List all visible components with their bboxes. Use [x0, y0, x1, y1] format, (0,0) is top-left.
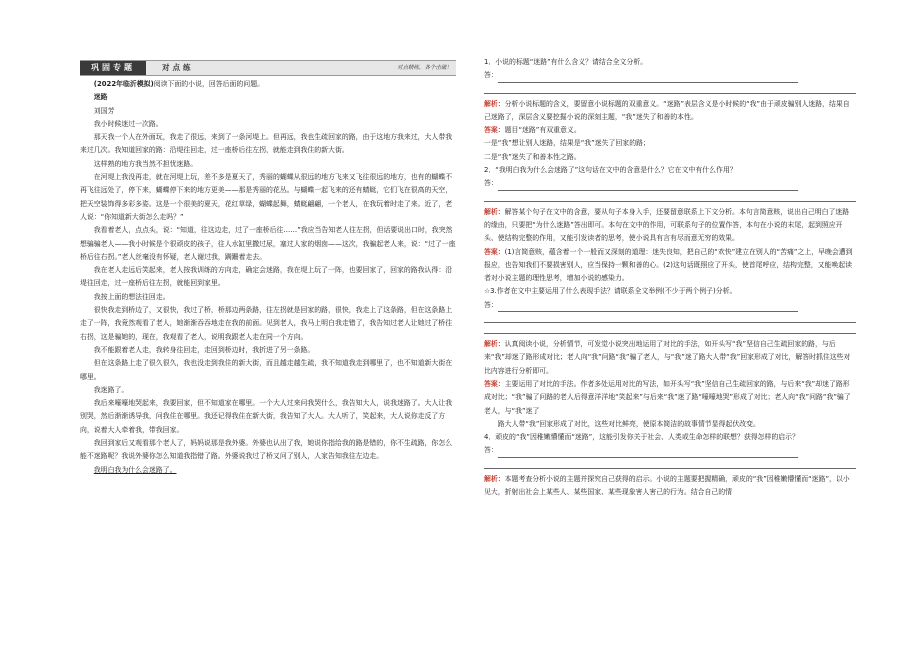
q1-answer-line: 一是“我”想让别人迷路，结果是“我”迷失了回家的路；	[484, 139, 650, 148]
answer-line-blank	[484, 323, 856, 334]
question-2: 2．“我明白我为什么会迷路了”这句话在文中的含意是什么？它在文中有什么作用？	[484, 166, 737, 175]
question-1: 1．小说的标题“迷路”有什么含义？请结合全文分析。	[484, 58, 648, 66]
left-column	[80, 78, 456, 477]
story-author: 刘国芳	[93, 106, 115, 115]
answer-line-blank	[484, 312, 856, 323]
q2-analysis: 解析：解答某个句子在文中的含意，要从句子本身入手，还要留意联系上下文分析。本句言简意赅，说出自己明白了迷路的缘由，只要把“为什么迷路”答出即可。本句在文中的作用，可联系句子的位置作答，本句在小说的末尾，起到照应开头、使结构完整的作用，又能引发读者的思考，使小说具有言有尽而意无穷的效果。	[484, 207, 850, 243]
story-paragraph: 我看着老人，点点头，说：“知道，往这边走，过了一座桥后往……”我应当告知老人往左拐，但话要说出口时，我突然想骗骗老人——我小时候是个很顽皮的孩子，往人水缸里撒过尿，塞过人家的烟囱——这次，我骗起老人来，说：“过了一座桥后往右拐。”老人丝毫没有怀疑，老人谢过我，蹒跚着走去。	[80, 226, 456, 261]
story-paragraph: 我在老人走远后笑起来，老人按我训练的方向走，确定会迷路，我在堤上玩了一阵，也要回家了，回家的路我认得：沿堤往回走，过一座桥后往左拐，就能回到家里。	[80, 266, 453, 288]
q2-answer: 答案：(1)言简意赅，蕴含着一个一般而又深刻的道理：迷失良知，把自己的“欢快”建立在别人的“苦痛”之上，早晚会遭到报应，也告知我们不要损害别人，应当保持一颗和善的心。(2)这句话既照应了开头，使首尾呼应，结构完整，又能唤起读者对小说主题的理性思考，增加小说的感染力。	[484, 247, 853, 283]
story-paragraph: 我回到家后又观看那个老人了，妈妈说那是我外婆。外婆也认出了我，她说你指给我的路是错的，你不生疏路，你怎么能不迷路呢？我说外婆你怎么知道我指错了路。外婆说我过了桥又问了别人，人家告知我往左边走。	[80, 439, 453, 461]
story-paragraph: 我不能跟着老人走，我转身往回走，走回到桥边时，我折进了另一条路。	[93, 345, 315, 354]
story-paragraph: 我按上面的想法往回走。	[93, 292, 170, 301]
q1-answer-line: 二是“我”迷失了和善本性之路。	[484, 152, 581, 161]
q4-analysis: 解析：本题考查分析小说的主题并探究自己获得的启示。小说的主题要把握精确，顽皮的“我”因稚嫩懵懂而“迷路”，以小见大，折射出社会上某些人、某些国家、某些现象害人害己的行为。结合自己的情	[484, 474, 850, 497]
q3-answer: 答案：主要运用了对比的手法。作者多处运用对比的写法，如开头写“我”坚信自己生疏回家的路，与后来“我”却迷了路形成对比；“我”骗了问路的老人后得意洋洋地“笑起来”与后来“我”迷了路“嚎嚎地哭”形成了对比；老人向“我”问路“我”骗了老人，与“我”迷了	[484, 379, 851, 415]
answer-line-blank	[484, 83, 856, 94]
story-paragraph: 我明白我为什么会迷路了。	[93, 465, 177, 474]
story-paragraph: 我迷路了。	[93, 385, 129, 394]
answer-line: 答：	[484, 69, 856, 82]
answer-line: 答：	[484, 299, 856, 312]
question-4: 4．顽皮的“我”因稚嫩懵懂而“迷路”，这能引发你关于社会、人类或生命怎样的联想？获得怎样的启示？	[484, 433, 799, 442]
section-subtitle: 对点练	[162, 63, 194, 72]
story-paragraph: 那天我一个人在外面玩，我走了很远，来到了一条河堤上。但再远，我也生疏回家的路，由于这地方我来过，大人带我来过几次。我知道回家的路：沿堤往回走，过一座桥后往左拐，就能走到我住的新大街。	[80, 133, 453, 155]
answer-line: 答：	[484, 177, 856, 190]
right-column	[484, 56, 856, 499]
intro: (2022年临沂模拟)阅读下面的小说，回答后面的问题。	[93, 80, 264, 88]
q1-answer: 答案：题目“迷路”有双重意义。	[484, 126, 581, 135]
story-title: 迷路	[93, 93, 108, 102]
answer-line-blank	[484, 191, 856, 202]
section-slogan: 对点精练，各个击破！	[396, 65, 452, 71]
section-header	[80, 60, 456, 76]
story-paragraph: 在河堤上我没再走，就在河堤上玩，差不多是夏天了，秀丽的蝴蝶从很远的地方飞来又飞往很远的地方，也有的蝴蝶不再飞往远处了，停下来，蝴蝶停下来的地方更美——那是秀丽的花丛。与蝴蝶一起飞来的还有蜻蜓，它们飞在很高的天空，把天空装饰得多彩多姿。这是一个很美的夏天，花红草绿，蝴蝶起舞，蜻蜓翩翩，一个老人，在我玩着时走了来。近了，老人说：“你知道新大街怎么走吗？”	[80, 173, 453, 221]
answer-line: 答：	[484, 444, 856, 457]
q1-analysis: 解析：分析小说标题的含义，要留意小说标题的双重意义。“迷路”表层含义是小时候的“我”由于顽皮骗别人迷路，结果自己迷路了，深层含义要挖掘小说的深刻主题，“我”迷失了和善的本性。	[484, 99, 850, 121]
q3-analysis: 解析：认真阅读小说，分析情节，可发觉小说突出地运用了对比的手法，如开头写“我”坚信自己生疏回家的路，与后来“我”却迷了路形成对比；老人向“我”问路“我”骗了老人，与“我”迷了路大人带“我”回家形成了对比，解答时抓住这些对比内容进行分析即可。	[484, 340, 851, 375]
question-3: ☆3.作者在文中主要运用了什么表现手法？请联系全文举例(不少于两个例子)分析。	[484, 287, 737, 296]
section-tag: 巩固专题	[80, 61, 146, 75]
story-paragraph: 但在这条路上走了很久很久，我也没走到我住的新大街，而且越走越生疏，我不知道我走到哪里了，也不知道新大街在哪里。	[80, 359, 453, 381]
answer-line-blank	[484, 458, 856, 469]
story-paragraph: 我小时候迷过一次路。	[93, 119, 163, 128]
story-paragraph: 很快我走到桥边了，又很快，我过了桥，桥那边两条路，往左拐就是回家的路，很快，我走上了这条路，但在这条路上走了一阵，我竟然观看了老人，她渐渐吞吞地走在我的前面。见到老人，我马上明白我走错了，我告知过老人让她过了桥往右拐，这是骗她的，现在，我观看了老人，说明我跟老人走在同一个方向。	[80, 306, 453, 341]
story-paragraph: 这样熟的地方我当然不担忧迷路。	[93, 159, 198, 168]
q3-answer-line: 路大人带“我”回家形成了对比，这些对比鲜亮，使原本简洁的故事情节显得起伏改变。	[497, 419, 760, 428]
story-paragraph: 我后来嚎嚎地哭起来，我要回家，但不知道家在哪里。一个大人过来问我哭什么，我告知大人，说我迷路了。大人让我别哭，然后渐渐诱导我，问我住在哪里。我还记得我住在新大街，我告知了大人。大人听了，笑起来，大人说你走反了方向，说着大人牵着我，带我回家。	[80, 399, 453, 434]
